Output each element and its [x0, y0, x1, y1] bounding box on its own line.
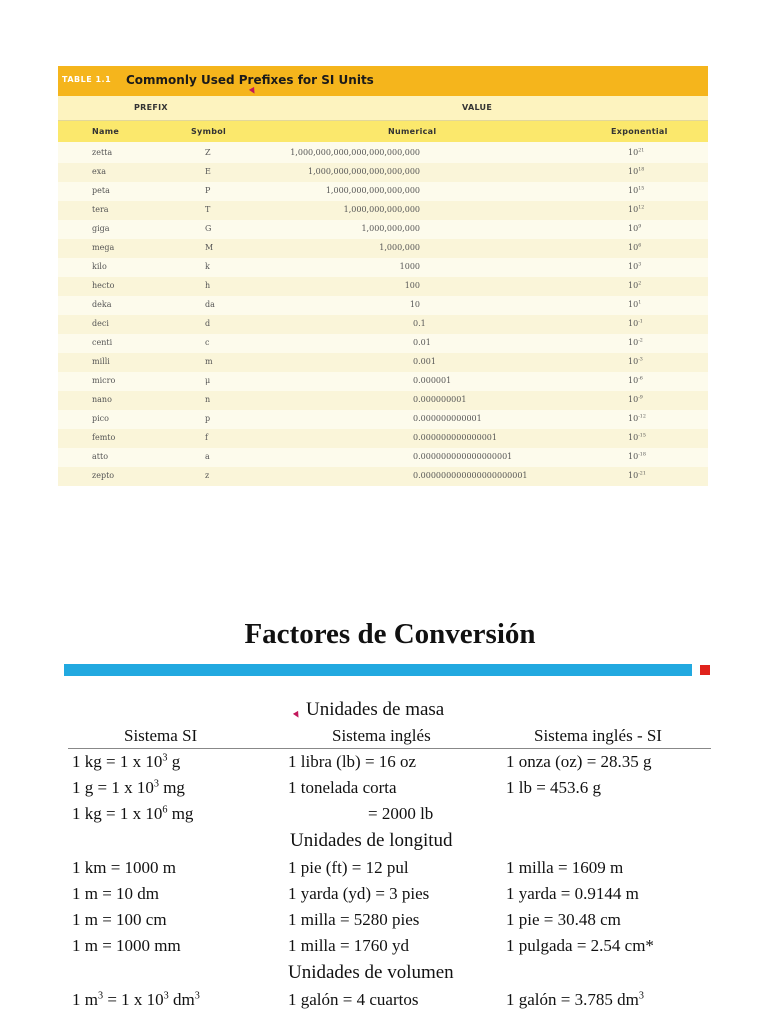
table-row — [58, 315, 708, 334]
prefix-exponential: $10^{-18}$ — [628, 452, 646, 461]
prefix-name: deka — [92, 300, 112, 309]
prefix-symbol: n — [205, 395, 211, 404]
table-title-bar — [58, 66, 708, 96]
prefix-numerical: 0.001 — [413, 357, 436, 366]
prefix-symbol: P — [205, 186, 211, 195]
column-header-english: Sistema inglés — [332, 726, 431, 745]
conversion-factors-slide — [60, 600, 720, 1024]
table-row — [58, 296, 708, 315]
prefix-exponential: $10^2$ — [628, 281, 642, 290]
prefix-name: zetta — [92, 148, 113, 157]
prefix-numerical: 10 — [409, 300, 420, 309]
prefix-numerical: 0.000000000000001 — [413, 433, 497, 442]
prefix-numerical: 1,000,000,000,000,000,000 — [308, 167, 420, 176]
prefix-numerical: 1,000,000,000 — [361, 224, 420, 233]
table-row — [58, 334, 708, 353]
column-header-name: Name — [92, 127, 120, 136]
prefix-symbol: E — [205, 167, 211, 176]
title-accent-bar — [64, 664, 692, 676]
prefix-numerical: 100 — [404, 281, 420, 290]
mass-english-row-2: 1 tonelada corta — [288, 778, 397, 797]
length-english-row-3: 1 milla = 5280 pies — [288, 910, 420, 929]
prefix-name: deci — [92, 319, 109, 328]
header-rule — [68, 748, 711, 749]
column-header-english-si: Sistema inglés - SI — [534, 726, 662, 745]
prefix-symbol: μ — [205, 376, 211, 385]
prefix-exponential: $10^3$ — [628, 262, 642, 271]
prefix-name: giga — [92, 224, 110, 233]
table-row — [58, 448, 708, 467]
volume-si-row-1: 1 $m^3 = 1$ x $10^3$ $dm^3$ — [72, 990, 200, 1009]
length-english-si-row-1: 1 milla = 1609 m — [506, 858, 624, 877]
prefix-numerical: 1,000,000,000,000,000 — [325, 186, 420, 195]
prefix-name: milli — [92, 357, 110, 366]
length-si-row-1: 1 km = 1000 m — [72, 858, 177, 877]
prefix-numerical: 0.000001 — [413, 376, 452, 385]
prefix-symbol: k — [205, 262, 210, 271]
prefix-exponential: $10^{12}$ — [628, 205, 645, 214]
table-title: Commonly Used Prefixes for SI Units — [126, 73, 374, 87]
prefix-exponential: $10^{-6}$ — [628, 376, 643, 385]
prefix-symbol: c — [205, 338, 210, 347]
length-english-si-row-3: 1 pie = 30.48 cm — [506, 910, 621, 929]
table-row — [58, 201, 708, 220]
mass-english-si-row-2: 1 lb = 453.6 g — [506, 778, 602, 797]
prefix-symbol: f — [205, 433, 208, 442]
prefix-numerical: 0.000000000001 — [413, 414, 482, 423]
prefix-name: peta — [92, 186, 110, 195]
prefix-name: exa — [92, 167, 107, 176]
prefix-symbol: d — [205, 319, 211, 328]
group-header-prefix: PREFIX — [134, 103, 168, 112]
cursor-marker-icon — [293, 711, 301, 719]
prefix-numerical: 0.000000000000000000001 — [413, 471, 528, 480]
column-header-symbol: Symbol — [191, 127, 227, 136]
section-heading-mass: Unidades de masa — [306, 699, 445, 720]
prefix-numerical: 1,000,000,000,000,000,000,000 — [290, 148, 420, 157]
table-row — [58, 410, 708, 429]
si-prefix-table — [58, 66, 708, 486]
volume-english-si-row-1: 1 galón = 3.785 $dm^3$ — [506, 990, 644, 1009]
table-row — [58, 182, 708, 201]
prefix-name: mega — [92, 243, 115, 252]
prefix-symbol: z — [205, 471, 210, 480]
table-row — [58, 220, 708, 239]
prefix-exponential: $10^{-2}$ — [628, 338, 643, 347]
prefix-numerical: 1000 — [399, 262, 420, 271]
mass-si-row-3: 1 kg = 1 x $10^6$ mg — [72, 804, 194, 823]
length-english-si-row-2: 1 yarda = 0.9144 m — [506, 884, 639, 903]
prefix-exponential: $10^{-15}$ — [628, 433, 646, 442]
prefix-name: micro — [92, 376, 116, 385]
length-english-si-row-4: 1 pulgada = 2.54 cm* — [506, 936, 654, 955]
table-row — [58, 163, 708, 182]
mass-english-row-3: = 2000 lb — [368, 804, 434, 823]
prefix-numerical: 0.000000000000000001 — [413, 452, 513, 461]
prefix-numerical: 0.01 — [413, 338, 431, 347]
column-header-numerical: Numerical — [388, 127, 437, 136]
table-row — [58, 391, 708, 410]
length-english-row-1: 1 pie (ft) = 12 pul — [288, 858, 409, 877]
mass-english-row-1: 1 libra (lb) = 16 oz — [288, 752, 417, 771]
prefix-numerical: 1,000,000 — [379, 243, 420, 252]
prefix-numerical: 0.1 — [413, 319, 426, 328]
section-heading-length: Unidades de longitud — [290, 830, 453, 851]
prefix-name: centi — [92, 338, 113, 347]
prefix-symbol: M — [205, 243, 214, 252]
prefix-name: nano — [92, 395, 112, 404]
prefix-name: femto — [92, 433, 116, 442]
column-header-si: Sistema SI — [124, 726, 198, 745]
table-row — [58, 277, 708, 296]
prefix-symbol: Z — [205, 148, 211, 157]
prefix-exponential: $10^{-12}$ — [628, 414, 646, 423]
prefix-symbol: G — [205, 224, 212, 233]
length-english-row-4: 1 milla = 1760 yd — [288, 936, 410, 955]
length-si-row-2: 1 m = 10 dm — [72, 884, 160, 903]
table-row — [58, 429, 708, 448]
prefix-symbol: da — [205, 300, 215, 309]
prefix-exponential: $10^{-9}$ — [628, 395, 643, 404]
prefix-name: pico — [92, 414, 109, 423]
table-row — [58, 372, 708, 391]
prefix-name: atto — [92, 452, 109, 461]
table-row — [58, 353, 708, 372]
prefix-exponential: $10^{15}$ — [628, 186, 645, 195]
prefix-name: hecto — [92, 281, 115, 290]
prefix-exponential: $10^1$ — [628, 300, 642, 309]
prefix-name: kilo — [92, 262, 107, 271]
mass-si-row-2: 1 g = 1 x $10^3$ mg — [72, 778, 185, 797]
prefix-symbol: T — [205, 205, 211, 214]
slide-title: Factores de Conversión — [244, 618, 536, 650]
prefix-name: tera — [92, 205, 109, 214]
length-english-row-2: 1 yarda (yd) = 3 pies — [288, 884, 430, 903]
prefix-exponential: $10^{-21}$ — [628, 471, 646, 480]
length-si-row-4: 1 m = 1000 mm — [72, 936, 181, 955]
group-header-value: VALUE — [462, 103, 493, 112]
table-group-header — [58, 96, 708, 121]
prefix-numerical: 0.000000001 — [413, 395, 467, 404]
table-column-header — [58, 121, 708, 142]
prefix-symbol: a — [205, 452, 210, 461]
prefix-numerical: 1,000,000,000,000 — [343, 205, 420, 214]
table-row — [58, 239, 708, 258]
table-number: TABLE 1.1 — [62, 75, 112, 84]
table-row — [58, 467, 708, 486]
prefix-name: zepto — [92, 471, 115, 480]
mass-si-row-1: 1 kg = 1 x $10^3$ g — [72, 752, 181, 771]
prefix-exponential: $10^6$ — [628, 243, 642, 252]
title-accent-square — [700, 665, 710, 675]
prefix-exponential: $10^9$ — [628, 224, 642, 233]
prefix-exponential: $10^{18}$ — [628, 167, 645, 176]
prefix-symbol: p — [205, 414, 211, 423]
column-header-exponential: Exponential — [611, 127, 668, 136]
table-row — [58, 144, 708, 163]
prefix-symbol: h — [205, 281, 211, 290]
prefix-exponential: $10^{-3}$ — [628, 357, 643, 366]
volume-english-row-1: 1 galón = 4 cuartos — [288, 990, 419, 1009]
section-heading-volume: Unidades de volumen — [288, 962, 454, 983]
length-si-row-3: 1 m = 100 cm — [72, 910, 167, 929]
prefix-exponential: $10^{-1}$ — [628, 319, 643, 328]
table-row — [58, 258, 708, 277]
prefix-exponential: $10^{21}$ — [628, 148, 645, 157]
mass-english-si-row-1: 1 onza (oz) = 28.35 g — [506, 752, 652, 771]
prefix-symbol: m — [205, 357, 213, 366]
